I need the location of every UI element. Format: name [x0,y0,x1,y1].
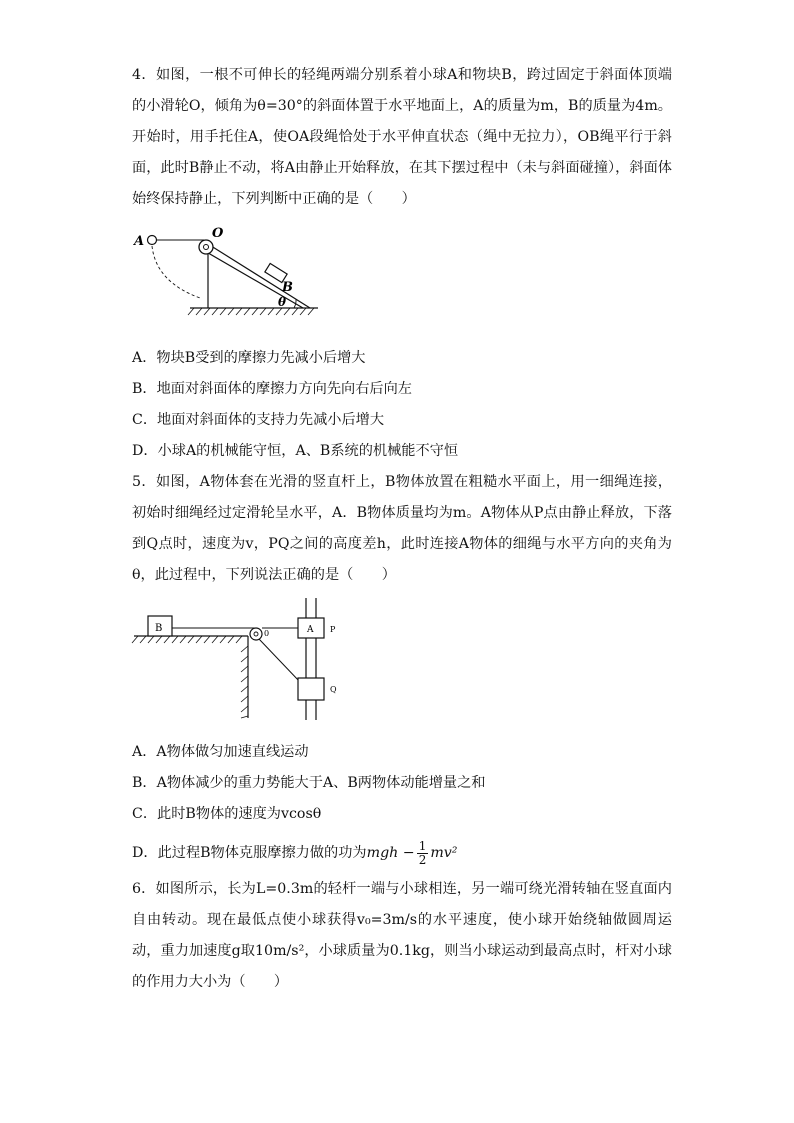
q4-option-d: D．小球A的机械能守恒，A、B系统的机械能不守恒 [132,443,459,459]
question-4-figure [128,222,328,322]
question-5-figure [128,596,358,722]
q5-option-a: A．A物体做匀加速直线运动 [132,744,309,760]
label-o: O [212,226,224,241]
label-theta: θ [278,295,287,309]
q5-option-d-fraction [417,840,429,867]
label-o: 0 [264,629,270,638]
label-q: Q [330,685,337,694]
q5-option-d-expr-tail: mv² [430,845,458,861]
q5-option-b: B．A物体减少的重力势能大于A、B两物体动能增量之和 [132,775,486,791]
label-a: A [134,234,145,249]
q5-option-d-expr-lead: mgh − [366,845,415,861]
label-p: P [330,625,336,634]
label-a: A [307,625,314,635]
fraction-numerator: 1 [418,838,427,853]
q5-option-d [132,838,672,868]
fraction-denominator: 2 [418,852,427,867]
question-4-stem: 4．如图，一根不可伸长的轻绳两端分别系着小球A和物块B，跨过固定于斜面体顶端的小滑轮O，倾角为θ=30°的斜面体置于水平地面上，A的质量为m，B的质量为4m。开始时，用手托住A，使OA段绳恰处于水平伸直状态（绳中无拉力），OB绳平行于斜面，此时B静止不动，将A由静止开始释放，在其下摆过程中（未与斜面碰撞），斜面体始终保持静止，下列判断中正确的是（ ） [132,67,672,207]
q5-option-d-prefix: D．此过程B物体克服摩擦力做的功为 [132,845,367,861]
label-b: B [155,623,163,634]
question-6-stem: 6．如图所示，长为L=0.3m的轻杆一端与小球相连，另一端可绕光滑转轴在竖直面内自由转动。现在最低点使小球获得v₀=3m/s的水平速度，使小球开始绕轴做圆周运动，重力加速度g取10m/s²，小球质量为0.1kg，则当小球运动到最高点时，杆对小球的作用力大小为（ ） [132,881,672,990]
question-5-stem: 5．如图，A物体套在光滑的竖直杆上，B物体放置在粗糙水平面上，用一细绳连接，初始时细绳经过定滑轮呈水平，A．B物体质量均为m。A物体从P点由静止释放，下落到Q点时，速度为v，PQ之间的高度差h，此时连接A物体的细绳与水平方向的夹角为θ，此过程中，下列说法正确的是（ ） [132,474,672,583]
q5-option-c: C．此时B物体的速度为vcosθ [132,806,322,822]
label-b: B [282,280,293,295]
q4-option-b: B．地面对斜面体的摩擦力方向先向右后向左 [132,381,412,397]
q4-option-a: A．物块B受到的摩擦力先减小后增大 [132,350,366,366]
q4-option-c: C．地面对斜面体的支持力先减小后增大 [132,412,385,428]
